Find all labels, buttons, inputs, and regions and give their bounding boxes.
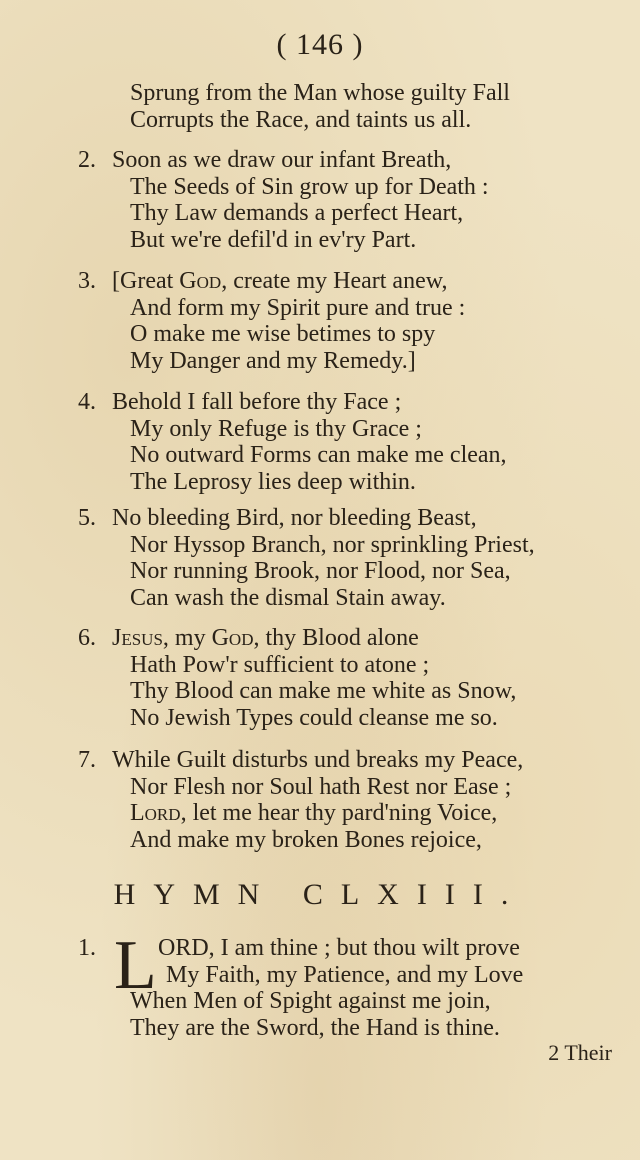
stanza-1-continuation	[78, 80, 623, 133]
verse-line: Nor running Brook, nor Flood, nor Sea,	[130, 558, 511, 584]
stanza-number: 6.	[78, 625, 96, 651]
divine-name: Jesus	[112, 625, 163, 651]
verse-text: , thy Blood alone	[253, 625, 419, 651]
verse-line: They are the Sword, the Hand is thine.	[130, 1014, 500, 1041]
stanza-number: 4.	[78, 389, 96, 415]
verse-line: My only Refuge is thy Grace ;	[130, 415, 422, 442]
stanza-number: 3.	[78, 268, 96, 294]
verse-line: No Jewish Types could cleanse me so.	[130, 704, 498, 731]
stanza-number: 5.	[78, 505, 96, 531]
verse-line: O make me wise betimes to spy	[130, 321, 436, 347]
verse-line: Sprung from the Man whose guilty Fall	[130, 80, 510, 106]
verse-text: , create my Heart anew,	[221, 268, 448, 294]
stanza-number: 2.	[78, 147, 96, 173]
verse-line: Behold I fall before thy Face ;	[112, 389, 402, 415]
verse-text: [Great	[112, 268, 174, 294]
hymn-title: HYMN CLXIII.	[113, 878, 527, 911]
catchword: 2 Their	[548, 1040, 612, 1065]
verse-line: Thy Law demands a perfect Heart,	[130, 200, 464, 226]
page-number: ( 146 )	[276, 28, 364, 61]
verse-line: And make my broken Bones rejoice,	[130, 826, 482, 853]
verse-line: Corrupts the Race, and taints us all.	[130, 106, 472, 133]
verse-line: No bleeding Bird, nor bleeding Beast,	[112, 505, 477, 531]
verse-line: And form my Spirit pure and true :	[130, 294, 466, 321]
verse-line: ORD, I am thine ; but thou wilt prove	[158, 935, 520, 961]
verse-text: , my	[162, 625, 206, 651]
verse-line: The Seeds of Sin grow up for Death :	[130, 173, 489, 200]
verse-text: , let me hear thy pard'ning Voice,	[180, 800, 498, 826]
verse-line: My Danger and my Remedy.]	[130, 347, 416, 374]
verse-line: While Guilt disturbs und breaks my Peace,	[112, 747, 524, 773]
divine-name: God	[179, 268, 222, 294]
verse-line: When Men of Spight against me join,	[130, 988, 491, 1014]
verse-line: Hath Pow'r sufficient to atone ;	[130, 651, 430, 678]
stanza-5	[78, 505, 623, 611]
verse-line: Nor Flesh nor Soul hath Rest nor Ease ;	[130, 773, 512, 800]
stanza-7	[78, 747, 623, 853]
verse-line: My Faith, my Patience, and my Love	[166, 961, 524, 988]
stanza-6	[78, 625, 623, 731]
stanza-2	[78, 147, 623, 253]
drop-cap: L	[114, 927, 157, 1004]
divine-name: God	[211, 625, 254, 651]
verse-line: No outward Forms can make me clean,	[130, 442, 507, 468]
divine-name: Lord	[130, 800, 181, 826]
verse-line: The Leprosy lies deep within.	[130, 468, 416, 495]
verse-line: But we're defil'd in ev'ry Part.	[130, 226, 417, 253]
verse-line: Can wash the dismal Stain away.	[130, 584, 446, 611]
stanza-number: 1.	[78, 935, 96, 961]
stanza-3	[78, 268, 623, 374]
stanza-number: 7.	[78, 747, 96, 773]
hymn-stanza-1	[78, 927, 623, 1041]
verse-line: Thy Blood can make me white as Snow,	[130, 678, 517, 704]
verse-line: Nor Hyssop Branch, nor sprinkling Priest,	[130, 531, 535, 558]
verse-line: Soon as we draw our infant Breath,	[112, 147, 452, 173]
stanza-4	[78, 389, 623, 495]
